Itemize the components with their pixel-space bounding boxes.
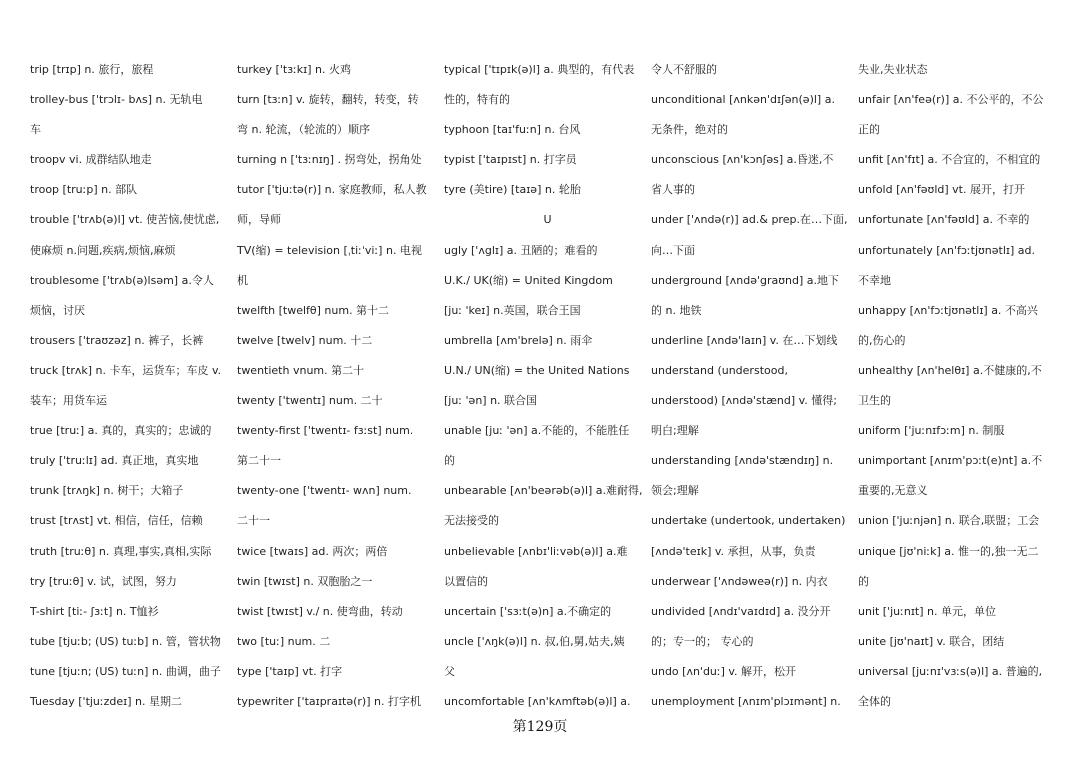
- entry-line: 令人不舒服的: [651, 63, 717, 76]
- entry-line: unfortunately [ʌn'fɔːtjʊnətlɪ] ad.: [858, 243, 1035, 257]
- page-number: 第129页: [512, 719, 568, 735]
- entry-line: 机: [237, 273, 248, 287]
- entry-line: 烦恼，讨厌: [30, 303, 85, 317]
- entry-line: 的,伤心的: [858, 333, 906, 347]
- entry-line: unbearable [ʌn'beərəb(ə)l] a.难耐得,: [444, 484, 643, 498]
- entry-line: troopv vi. 成群结队地走: [30, 153, 152, 167]
- entry-line: unhappy [ʌn'fɔːtjʊnətlɪ] a. 不高兴: [858, 303, 1038, 317]
- entry-line: 装车；用货车运: [30, 394, 107, 408]
- entry-line: truly ['truːlɪ] ad. 真正地，真实地: [30, 454, 199, 468]
- entry-line: 正的: [858, 123, 880, 137]
- entry-line: uniform ['juːnɪfɔːm] n. 制服: [858, 424, 1005, 438]
- entry-line: understood) [ʌndə'stænd] v. 懂得;: [651, 394, 837, 408]
- entry-line: tutor ['tjuːtə(r)] n. 家庭教师，私人教: [237, 183, 427, 197]
- entry-line: 使麻烦 n.问题,疾病,烦恼,麻烦: [30, 243, 176, 257]
- entry-line: [juː 'ən] n. 联合国: [444, 394, 538, 408]
- entry-line: 性的，特有的: [444, 93, 510, 107]
- entry-line: 重要的,无意义: [858, 484, 928, 498]
- entry-line: U.N./ UN(缩) = the United Nations: [444, 363, 630, 377]
- entry-line: 的 n. 地铁: [651, 303, 702, 317]
- entry-line: Tuesday ['tjuːzdeɪ] n. 星期二: [30, 694, 182, 708]
- entry-line: tyre (美tire) [taɪə] n. 轮胎: [444, 183, 581, 197]
- word-columns: [30, 55, 1060, 715]
- entry-line: twenty-first ['twentɪ- fɜːst] num.: [237, 424, 414, 438]
- entry-line: unhealthy [ʌn'helθɪ] a.不健康的,不: [858, 363, 1042, 377]
- entry-line: 失业,失业状态: [858, 63, 928, 76]
- entry-line: true [truː] a. 真的，真实的；忠诚的: [30, 424, 212, 438]
- column-5: [858, 55, 1065, 715]
- entry-line: typhoon [taɪ'fuːn] n. 台风: [444, 123, 581, 137]
- entry-line: umbrella [ʌm'brelə] n. 雨伞: [444, 333, 593, 347]
- entry-line: unfold [ʌn'fəʊld] vt. 展开，打开: [858, 183, 1025, 197]
- entry-line: undo [ʌn'duː] v. 解开，松开: [651, 664, 797, 678]
- entry-line: 不幸地: [858, 273, 891, 287]
- entry-line: 车: [30, 123, 41, 137]
- entry-line: 的: [858, 574, 869, 588]
- entry-line: [juː 'keɪ] n.英国，联合王国: [444, 303, 581, 317]
- entry-line: 无法接受的: [444, 514, 499, 528]
- entry-line: unconscious [ʌn'kɔnʃəs] a.昏迷,不: [651, 153, 834, 167]
- entry-line: understand (understood,: [651, 363, 788, 377]
- entry-line: 的；专一的； 专心的: [651, 634, 754, 648]
- entry-line: 二十一: [237, 514, 270, 528]
- section-letter-heading: U: [543, 213, 552, 227]
- entry-line: unfair [ʌn'feə(r)] a. 不公平的，不公: [858, 93, 1044, 107]
- entry-line: turkey ['tɜːkɪ] n. 火鸡: [237, 63, 351, 76]
- entry-line: unfit [ʌn'fɪt] a. 不合宜的，不相宜的: [858, 153, 1041, 167]
- entry-line: unfortunate [ʌn'fəʊld] a. 不幸的: [858, 213, 1030, 227]
- entry-line: twentieth vnum. 第二十: [237, 363, 365, 377]
- entry-line: U.K./ UK(缩) = United Kingdom: [444, 273, 613, 287]
- entry-line: underground [ʌndə'graʊnd] a.地下: [651, 273, 840, 287]
- entry-line: twin [twɪst] n. 双胞胎之一: [237, 574, 373, 588]
- entry-line: 无条件，绝对的: [651, 123, 728, 137]
- entry-line: typist ['taɪpɪst] n. 打字员: [444, 153, 577, 167]
- entry-line: turning n ['tɜːnɪŋ] . 拐弯处，拐角处: [237, 153, 422, 167]
- entry-line: twelfth [twelfθ] num. 第十二: [237, 303, 390, 317]
- entry-line: uncomfortable [ʌn'kʌmftəb(ə)l] a.: [444, 694, 631, 708]
- entry-line: trust [trʌst] vt. 相信，信任，信赖: [30, 514, 203, 528]
- entry-line: turn [tɜːn] v. 旋转，翻转，转变，转: [237, 93, 419, 107]
- entry-line: tune [tjuːn; (US) tuːn] n. 曲调，曲子: [30, 664, 221, 678]
- entry-line: twenty ['twentɪ] num. 二十: [237, 394, 383, 408]
- entry-line: underline [ʌndə'laɪn] v. 在…下划线: [651, 333, 838, 347]
- column-4: [651, 55, 858, 715]
- entry-line: 向…下面: [651, 243, 695, 257]
- entry-line: twice [twaɪs] ad. 两次；两倍: [237, 544, 388, 558]
- entry-line: 父: [444, 664, 455, 678]
- entry-line: unable [juː 'ən] a.不能的，不能胜任: [444, 424, 630, 438]
- entry-line: troop [truːp] n. 部队: [30, 183, 138, 197]
- entry-line: 弯 n. 轮流，（轮流的）顺序: [237, 123, 370, 137]
- entry-line: under ['ʌndə(r)] ad.& prep.在…下面,: [651, 213, 848, 227]
- entry-line: T-shirt [tiː- ʃɜːt] n. T恤衫: [30, 604, 159, 618]
- entry-line: truck [trʌk] n. 卡车，运货车；车皮 v.: [30, 363, 222, 377]
- entry-line: two [tuː] num. 二: [237, 634, 331, 648]
- entry-line: unique [jʊ'niːk] a. 惟一的,独一无二: [858, 544, 1039, 558]
- entry-line: unbelievable [ʌnbɪ'liːvəb(ə)l] a.难: [444, 544, 628, 558]
- entry-line: understanding [ʌndə'stændɪŋ] n.: [651, 454, 834, 468]
- entry-line: tube [tjuːb; (US) tuːb] n. 管，管状物: [30, 634, 221, 648]
- entry-line: unit ['juːnɪt] n. 单元，单位: [858, 604, 996, 618]
- entry-line: underwear ['ʌndəweə(r)] n. 内衣: [651, 574, 828, 588]
- entry-line: uncertain ['sɜːt(ə)n] a.不确定的: [444, 604, 612, 618]
- entry-line: 全体的: [858, 694, 891, 708]
- entry-line: ugly ['ʌglɪ] a. 丑陋的；难看的: [444, 243, 598, 257]
- column-1: [30, 55, 237, 715]
- entry-line: 卫生的: [858, 394, 891, 408]
- entry-line: undertake (undertook, undertaken): [651, 514, 846, 528]
- entry-line: trolley-bus ['trɔlɪ- bʌs] n. 无轨电: [30, 93, 203, 107]
- entry-line: troublesome ['trʌb(ə)lsəm] a.令人: [30, 273, 214, 287]
- entry-line: twenty-one ['twentɪ- wʌn] num.: [237, 484, 412, 498]
- entry-line: type ['taɪp] vt. 打字: [237, 664, 343, 678]
- column-3: [444, 55, 651, 715]
- entry-line: unemployment [ʌnɪm'plɔɪmənt] n.: [651, 694, 841, 708]
- entry-line: typical ['tɪpɪk(ə)l] a. 典型的，有代表: [444, 63, 635, 76]
- entry-line: 第二十一: [237, 454, 281, 468]
- entry-line: unite [jʊ'naɪt] v. 联合，团结: [858, 634, 1005, 648]
- entry-line: universal [juːnɪ'vɜːs(ə)l] a. 普遍的,: [858, 664, 1043, 678]
- entry-line: try [truːθ] v. 试，试图，努力: [30, 574, 177, 588]
- column-2: [237, 55, 444, 715]
- entry-line: trousers ['traʊzəz] n. 裤子，长裤: [30, 333, 204, 347]
- entry-line: unimportant [ʌnɪm'pɔːt(e)nt] a.不: [858, 454, 1043, 468]
- entry-line: 明白;理解: [651, 424, 699, 438]
- entry-line: union ['juːnjən] n. 联合,联盟；工会: [858, 514, 1040, 528]
- entry-line: truth [truːθ] n. 真理,事实,真相,实际: [30, 544, 212, 558]
- entry-line: trunk [trʌŋk] n. 树干；大箱子: [30, 484, 184, 498]
- entry-line: twelve [twelv] num. 十二: [237, 333, 373, 347]
- entry-line: trouble ['trʌb(ə)l] vt. 使苦恼,使忧虑,: [30, 213, 220, 227]
- entry-line: 师，导师: [237, 213, 281, 227]
- entry-line: undivided [ʌndɪ'vaɪdɪd] a. 没分开: [651, 604, 831, 618]
- entry-line: 省人事的: [651, 183, 695, 197]
- entry-line: uncle ['ʌŋk(ə)l] n. 叔,伯,舅,姑夫,姨: [444, 634, 625, 648]
- entry-line: 领会;理解: [651, 484, 699, 498]
- entry-line: 的: [444, 454, 455, 468]
- entry-line: [ʌndə'teɪk] v. 承担，从事，负责: [651, 544, 816, 558]
- entry-line: TV(缩) = television [ˌtiːˈviː] n. 电视: [237, 243, 422, 257]
- entry-line: 以置信的: [444, 574, 488, 588]
- entry-line: unconditional [ʌnkən'dɪʃən(ə)l] a.: [651, 93, 835, 107]
- entry-line: typewriter ['taɪpraɪtə(r)] n. 打字机: [237, 694, 421, 708]
- entry-line: twist [twɪst] v./ n. 使弯曲，转动: [237, 604, 403, 618]
- entry-line: trip [trɪp] n. 旅行，旅程: [30, 63, 154, 76]
